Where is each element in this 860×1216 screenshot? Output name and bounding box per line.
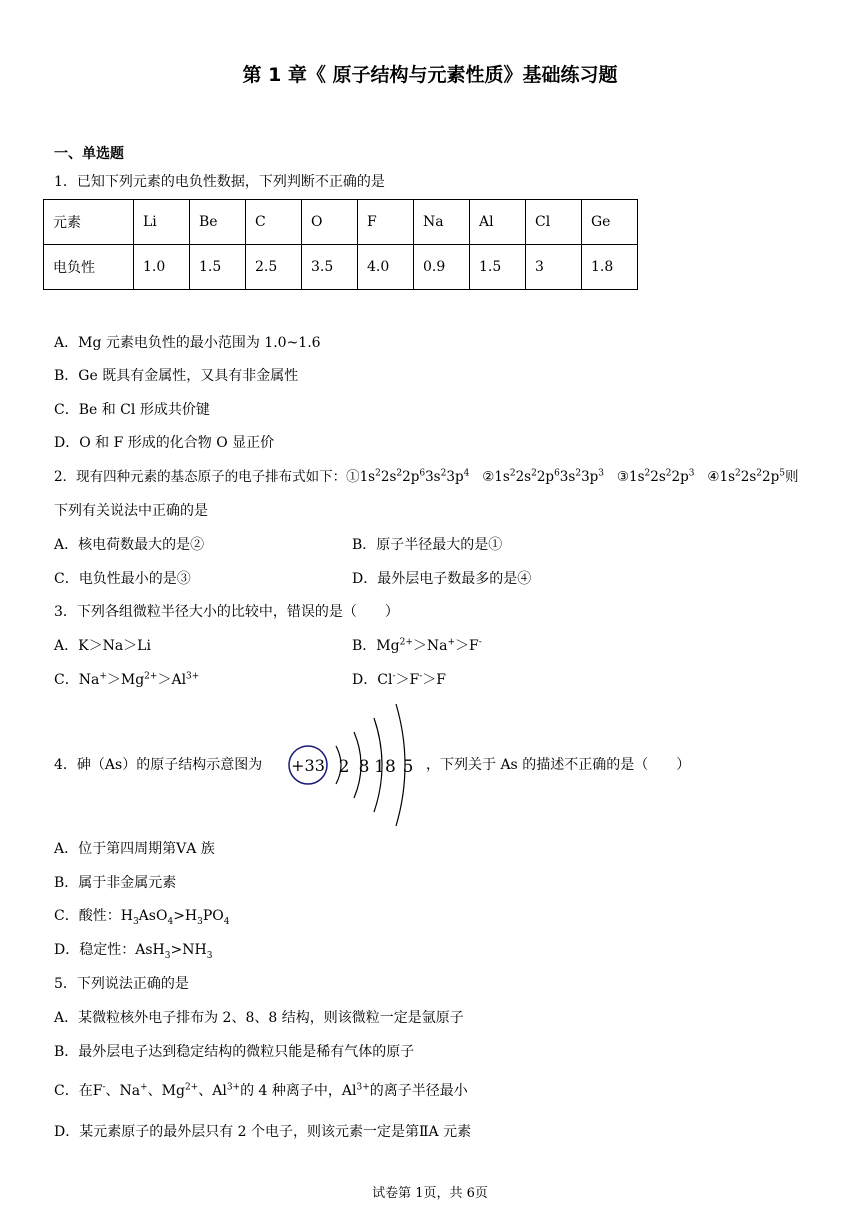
q2-stem-text: 2．现有四种元素的基态原子的电子排布式如下： (54, 469, 347, 485)
table-cell: O (302, 200, 358, 245)
q2-config-4: $④1s^22s^22p^5$则 (707, 468, 799, 485)
q3-option-d: D．Cl-＞F-＞F (352, 671, 446, 688)
table-cell: Al (470, 200, 526, 245)
page-footer: 试卷第 1页，共 6页 (372, 1186, 488, 1201)
q2-option-c: C．电负性最小的是③ (54, 571, 191, 587)
q4-option-a: A．位于第四周期第ⅤA 族 (54, 841, 215, 857)
table-cell: 1.5 (470, 245, 526, 290)
section-heading: 一、单选题 (54, 146, 124, 162)
table-cell: 1.0 (134, 245, 190, 290)
q3-stem: 3．下列各组微粒半径大小的比较中，错误的是（ ） (54, 604, 399, 620)
table-cell: Cl (526, 200, 582, 245)
q4-option-c-prefix: C．酸性： (54, 908, 121, 924)
table-cell: 3.5 (302, 245, 358, 290)
q2-stem-line2: 下列有关说法中正确的是 (54, 503, 208, 519)
table-cell: 0.9 (414, 245, 470, 290)
q2-option-d: D．最外层电子数最多的是④ (352, 571, 532, 587)
q5-option-c-prefix: C．在 (54, 1083, 93, 1099)
q2-option-b: B．原子半径最大的是① (352, 537, 503, 553)
q2-config-2: $②1s^22s^22p^63s^23p^3$ (482, 468, 605, 485)
table-cell: Be (190, 200, 246, 245)
table-cell: 1.5 (190, 245, 246, 290)
table-cell: 4.0 (358, 245, 414, 290)
q4-stem-post: ，下列关于 As 的描述不正确的是（ ） (426, 757, 691, 773)
arsenic-atomic-structure-diagram (284, 700, 424, 828)
table-cell: 元素 (44, 200, 134, 245)
table-cell: Na (414, 200, 470, 245)
q1-option-b: B．Ge 既具有金属性，又具有非金属性 (54, 368, 299, 384)
nucleus-label: +33 (291, 756, 325, 775)
q5-option-d: D．某元素原子的最外层只有 2 个电子，则该元素一定是第ⅡA 元素 (54, 1124, 472, 1140)
q2-stem (54, 467, 798, 487)
q3-option-b-prefix: B． (352, 638, 377, 654)
electronegativity-table (43, 199, 638, 290)
q4-stem-pre: 4．砷（As）的原子结构示意图为 (54, 757, 263, 773)
q4-option-c: C．酸性：$H_3AsO_4>H_3PO_4$ (54, 908, 230, 927)
q2-config-3: $③1s^22s^22p^3$ (616, 468, 695, 485)
q5-option-c: C．在F-、Na+、$Mg^{2+}$、$Al^{3+}$的 4 种离子中，$Al^{3+}$的离子半径最小 (54, 1082, 468, 1099)
q3-option-b: B．$Mg^{2+}>Na^+>F^-$ (352, 637, 482, 654)
q5-stem: 5．下列说法正确的是 (54, 976, 189, 992)
table-row (44, 200, 638, 245)
table-cell: 3 (526, 245, 582, 290)
shell-1-electrons: 2 (338, 757, 350, 777)
shell-2-electrons: 8 (358, 757, 370, 777)
table-cell: 1.8 (582, 245, 638, 290)
table-cell: F (358, 200, 414, 245)
q3-option-d-prefix: D． (352, 672, 378, 688)
q3-option-a: A．K＞Na＞Li (54, 638, 151, 654)
q1-option-c: C．Be 和 Cl 形成共价键 (54, 402, 210, 418)
q2-config-1: $①1s^22s^22p^63s^23p^4$ (346, 468, 470, 485)
q5-option-c-mid: 的 4 种离子中， (240, 1083, 342, 1099)
q3-option-c: C．$Na^+>Mg^{2+}>Al^{3+}$ (54, 671, 200, 688)
table-cell: 电负性 (44, 245, 134, 290)
table-cell: Ge (582, 200, 638, 245)
q1-stem: 1．已知下列元素的电负性数据，下列判断不正确的是 (54, 174, 385, 190)
table-cell: 2.5 (246, 245, 302, 290)
table-cell: C (246, 200, 302, 245)
q4-option-b: B．属于非金属元素 (54, 875, 177, 891)
q5-option-c-suffix: 的离子半径最小 (369, 1083, 468, 1099)
q4-option-d: D．稳定性：$AsH_3>NH_3$ (54, 942, 213, 961)
shell-4-electrons: 5 (402, 757, 414, 777)
shell-3-electrons: 18 (374, 757, 396, 777)
q5-option-b: B．最外层电子达到稳定结构的微粒只能是稀有气体的原子 (54, 1044, 415, 1060)
q5-option-a: A．某微粒核外电子排布为 2、8、8 结构，则该微粒一定是氩原子 (54, 1010, 464, 1026)
table-row (44, 245, 638, 290)
page-title: 第 1 章《 原子结构与元素性质》基础练习题 (242, 64, 618, 86)
table-cell: Li (134, 200, 190, 245)
q4-option-d-prefix: D．稳定性： (54, 942, 136, 958)
q3-option-c-prefix: C． (54, 672, 79, 688)
q1-option-d: D．O 和 F 形成的化合物 O 显正价 (54, 435, 275, 451)
q2-option-a: A．核电荷数最大的是② (54, 537, 205, 553)
q1-option-a: A．Mg 元素电负性的最小范围为 1.0~1.6 (54, 335, 321, 351)
